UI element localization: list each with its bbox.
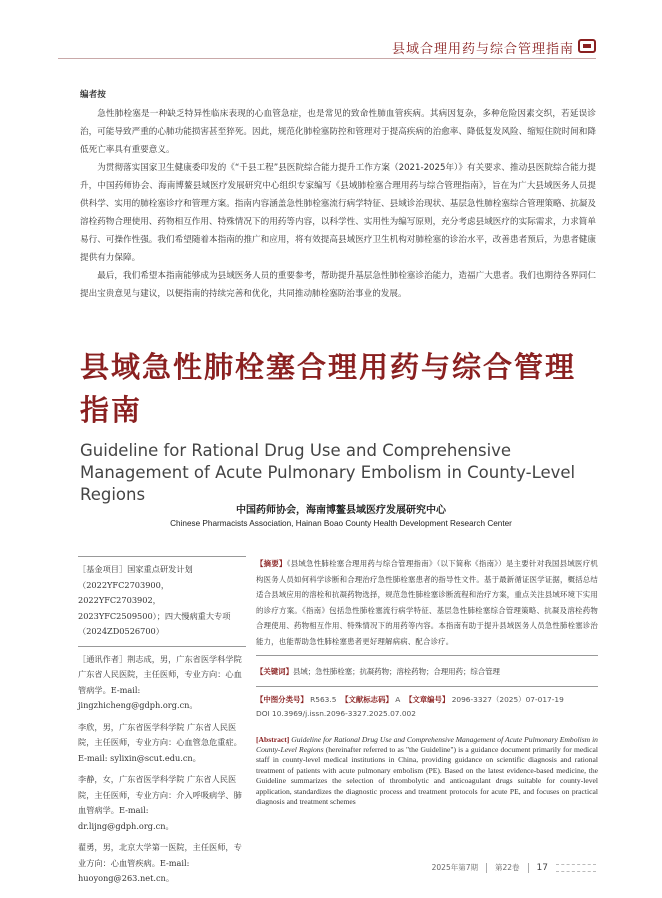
author-info-column — [78, 556, 246, 893]
clc-value: R563.5 — [310, 694, 337, 704]
editor-paragraph: 为贯彻落实国家卫生健康委印发的《“千县工程”县医院综合能力提升工作方案（2021-2025年）》有关要求、推动县医院综合能力提升，中国药师协会、海南博鳌县域医疗发展研究中心组织专家编写《县域肺栓塞合理用药与综合管理指南》，旨在为广大县域医务人员提供科学、实用的肺栓塞诊疗和管理方案。指南内容涵盖急性肺栓塞流行病学特征、县域诊治现状、基层急性肺栓塞综合管理策略、抗凝及溶栓药物合理使用、药物相互作用、特殊情况下的用药等内容，以科学性、实用性为编写原则，充分考虑县域医疗的实际需求，力求简单易行、可操作性强。我们希望随着本指南的推广和应用，将有效提高县域医疗卫生机构对肺栓塞的诊治水平，改善患者预后，为患者健康提供有力保障。 — [80, 163, 596, 263]
abstract-text: (hereinafter referred to as "the Guideline") is a guidance document primarily for medical staff in county-level medical institutions in China, providing guidance on scientific diagnosis and rational treatment of patients with acute pulmonary embolism (PE). Based on the latest evidence-based medicine, the Guideline summarizes the selection of thrombolytic and anticoagulant drugs suitable for county-level application, standardizes the diagnostic process and treatment protocols for acute PE, and focuses on practical diagnosis and treatment schemes — [256, 744, 598, 806]
keywords-label: 【关键词】 — [256, 667, 293, 676]
summary-label: 【摘要】 — [256, 559, 287, 568]
article-no-label: 【文章编号】 — [404, 694, 450, 704]
summary-cn — [256, 556, 598, 649]
corresponding-author: ［通讯作者］荆志成，男，广东省医学科学院 广东省人民医院，主任医师，专业方向：心血管病学。E-mail: jingzhicheng@gdph.org.cn。 — [78, 653, 242, 710]
journal-logo-icon — [578, 39, 596, 53]
divider — [256, 655, 598, 656]
classification-meta — [256, 693, 598, 707]
divider — [78, 646, 246, 647]
summary-text: 《县域急性肺栓塞合理用药与综合管理指南》（以下简称《指南》）是主要针对我国县域医疗机构医务人员如何科学诊断和合理治疗急性肺栓塞患者的指导性文件。基于最新循证医学证据，概括总结适合县域应用的溶栓和抗凝药物选择，规范急性肺栓塞诊断流程和治疗方案，重点关注县域环境下实用的诊疗方案。《指南》包括急性肺栓塞流行病学特征、基层急性肺栓塞综合管理策略、抗凝及溶栓药物合理使用、药物相互作用、特殊情况下的用药等内容。本指南有助于提升县域医务人员急性肺栓塞诊治能力，也能帮助急性肺栓塞患者更好理解病病、配合诊疗。 — [256, 559, 598, 646]
article-title-en: Guideline for Rational Drug Use and Comprehensive Management of Acute Pulmonary Embolism in County-Level Regions — [80, 441, 576, 504]
author-info: 翟勇，男，北京大学第一医院，主任医师，专业方向：心血管疾病。E-mail: huoyong@263.net.cn。 — [78, 842, 242, 883]
authors-cn: 中国药师协会，海南博鳌县域医疗发展研究中心 — [236, 505, 446, 516]
doi: DOI 10.3969/j.issn.2096-3327.2025.07.002 — [256, 708, 416, 718]
editor-paragraph: 最后，我们希望本指南能够成为县域医务人员的重要参考，帮助提升基层急性肺栓塞诊治能力，造福广大患者。我们也期待各界同仁提出宝贵意见与建议，以便指南的持续完善和优化，共同推动肺栓塞防治事业的发展。 — [80, 271, 596, 299]
footer-divider — [528, 863, 529, 873]
abstract-en — [256, 735, 598, 808]
divider — [256, 686, 598, 687]
doc-code-value: A — [395, 694, 401, 704]
abstract-title-italic: Guideline for Rational Drug Use and Comprehensive Management of Acute Pulmonary Embolism in County-Level Regions — [256, 734, 598, 754]
running-title: 县域合理用药与综合管理指南 — [391, 42, 574, 57]
author-info: 李欣，男，广东省医学科学院 广东省人民医院，主任医师，专业方向：心血管急危重症。E-mail: sylixin@scut.edu.cn。 — [78, 721, 242, 763]
page-footer — [432, 862, 596, 873]
issue: 2025年第7期 — [431, 863, 478, 872]
author-info: 李静，女，广东省医学科学院 广东省人民医院，主任医师，专业方向：介入呼吸病学、肺血管病学。E-mail: dr.lijng@gdph.org.cn。 — [78, 774, 242, 831]
abstract-label: [Abstract] — [256, 734, 290, 744]
doc-code-label: 【文献标志码】 — [341, 694, 393, 704]
abstract-column — [256, 556, 598, 807]
footer-divider — [486, 863, 487, 873]
clc-label: 【中图分类号】 — [256, 694, 308, 704]
volume: 第22卷 — [495, 863, 520, 872]
footer-ornament — [556, 864, 596, 872]
keywords — [256, 664, 598, 680]
article-title-cn: 县域急性肺栓塞合理用药与综合管理指南 — [80, 350, 577, 427]
keywords-text: 县域；急性肺栓塞；抗凝药物；溶栓药物；合理用药；综合管理 — [292, 667, 500, 676]
page-header — [0, 0, 662, 66]
article-no-value: 2096-3327（2025）07-017-19 — [451, 694, 564, 704]
editor-paragraph: 急性肺栓塞是一种缺乏特异性临床表现的心血管急症，也是常见的致命性肺血管疾病。其病因复杂，多种危险因素交织，若延误诊治，可能导致严重的心肺功能损害甚至猝死。因此，规范化肺栓塞防控和管理对于提高疾病的治愈率、降低复发风险、缩短住院时间和降低死亡率具有重要意义。 — [80, 109, 596, 155]
header-divider — [58, 58, 596, 59]
editor-note-label: 编者按 — [80, 90, 106, 100]
authors-en: Chinese Pharmacists Association, Hainan Boao County Health Development Research Center — [170, 519, 512, 528]
editor-note — [80, 86, 596, 303]
divider — [78, 556, 246, 557]
page-number: 17 — [536, 862, 548, 873]
fund-info: ［基金项目］国家重点研发计划（2022YFC2703900，2022YFC2703902，2023YFC2509500）；四大慢病重大专项（2024ZD0526700） — [78, 564, 231, 636]
